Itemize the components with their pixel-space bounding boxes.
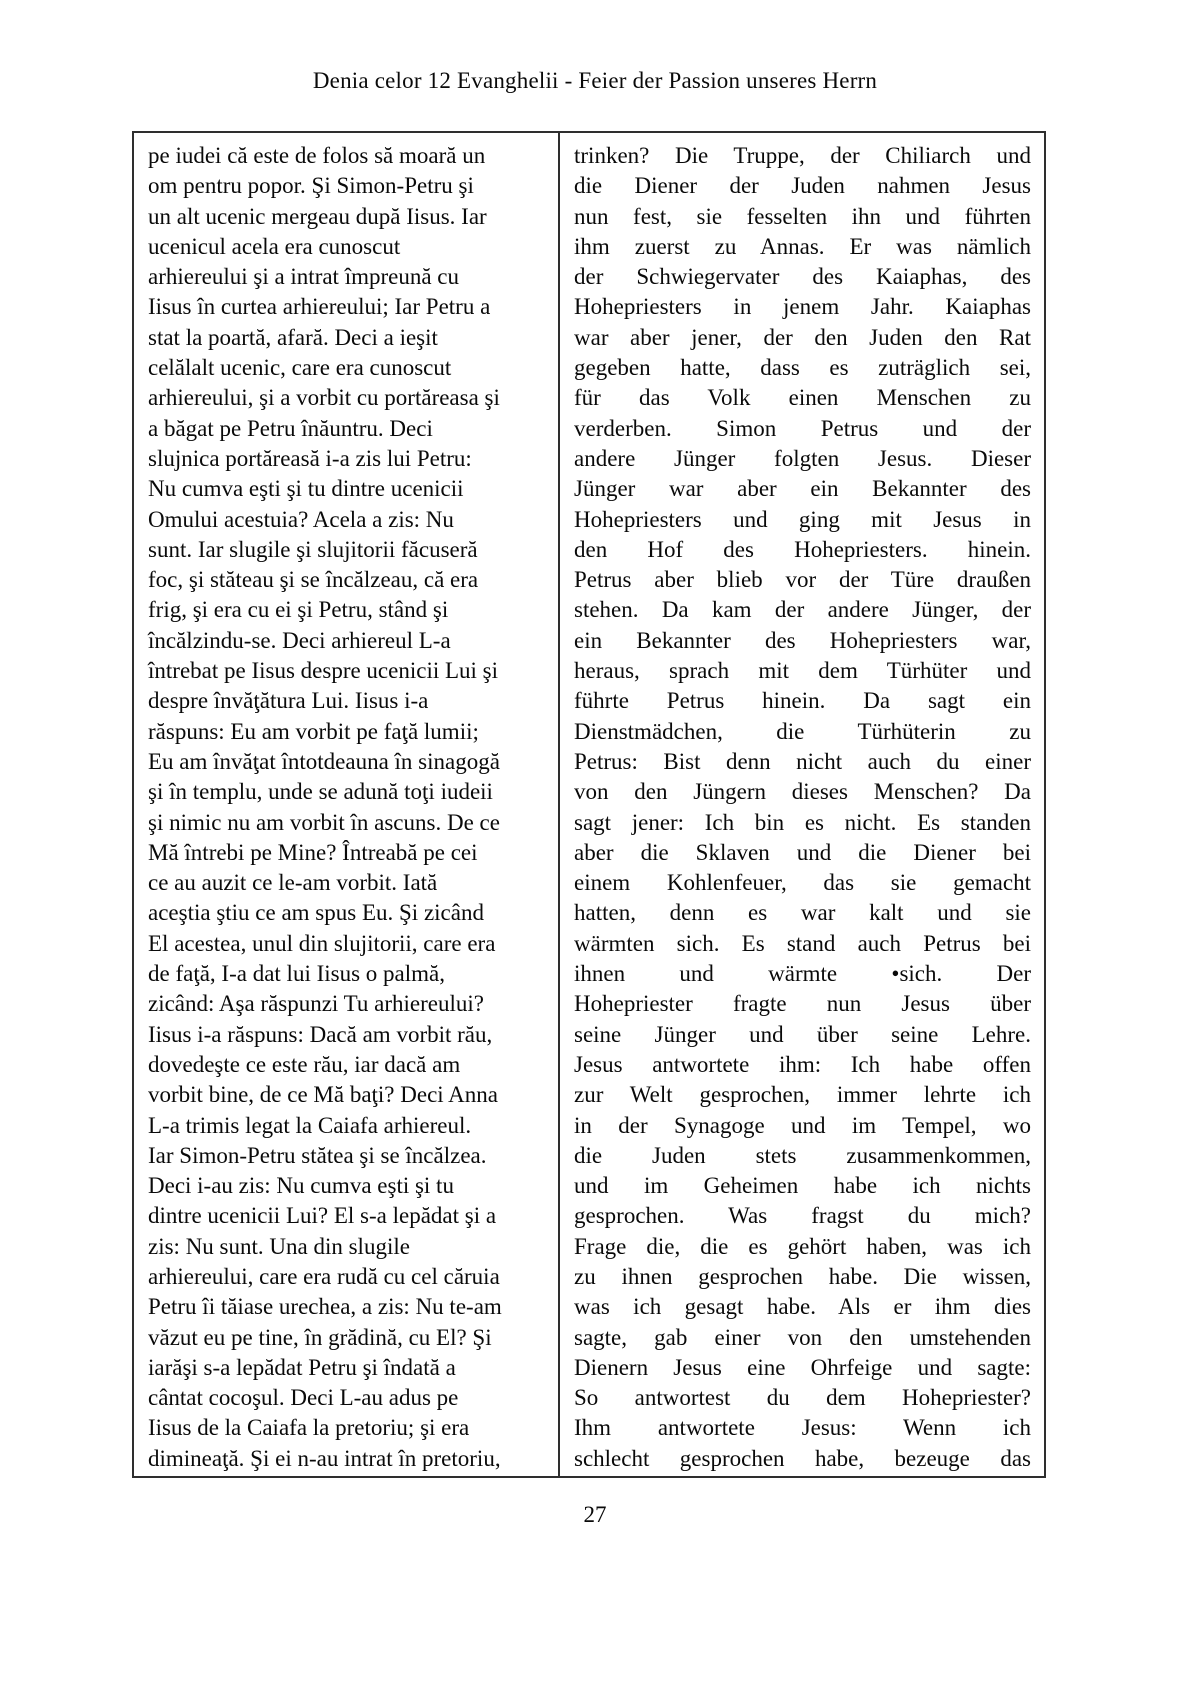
- text-line: Dienstmädchen, die Türhüterin zu: [574, 718, 1031, 744]
- text-line: Petrus aber blieb vor der Türe draußen: [574, 567, 1031, 593]
- text-line: văzut eu pe tine, în grădină, cu El? Şi: [148, 1324, 492, 1350]
- text-line: slujnica portăreasă i-a zis lui Petru:: [148, 445, 472, 471]
- text-line: Iisus de la Caiafa la pretoriu; şi era: [148, 1415, 470, 1441]
- text-line: Omului acestuia? Acela a zis: Nu: [148, 506, 454, 532]
- text-line: răspuns: Eu am vorbit pe faţă lumii;: [148, 718, 479, 744]
- text-line: was ich gesagt habe. Als er ihm dies: [574, 1294, 1031, 1320]
- text-line: foc, şi stăteau şi se încălzeau, că era: [148, 567, 479, 593]
- text-line: Ihm antwortete Jesus: Wenn ich: [574, 1415, 1031, 1441]
- text-line: verderben. Simon Petrus und der: [574, 415, 1031, 441]
- text-line: dintre ucenicii Lui? El s-a lepădat şi a: [148, 1203, 497, 1229]
- text-line: Eu am învăţat întotdeauna în sinagogă: [148, 748, 500, 774]
- text-line: dimineaţă. Şi ei n-au intrat în pretoriu,: [148, 1445, 501, 1471]
- text-line: şi în templu, unde se adună toţi iudeii: [148, 779, 493, 805]
- text-line: Jesus antwortete ihm: Ich habe offen: [574, 1051, 1031, 1077]
- text-line: cântat cocoşul. Deci L-au adus pe: [148, 1385, 459, 1411]
- text-line: întrebat pe Iisus despre ucenicii Lui şi: [148, 658, 499, 684]
- text-line: Petru îi tăiase urechea, a zis: Nu te-am: [148, 1294, 502, 1320]
- text-line: seine Jünger und über seine Lehre.: [574, 1021, 1031, 1047]
- text-line: andere Jünger folgten Jesus. Dieser: [574, 445, 1031, 471]
- text-line: Nu cumva eşti şi tu dintre ucenicii: [148, 476, 464, 502]
- text-line: aceştia ştiu ce am spus Eu. Şi zicând: [148, 900, 484, 926]
- text-line: hatten, denn es war kalt und sie: [574, 900, 1031, 926]
- text-line: zur Welt gesprochen, immer lehrte ich: [574, 1082, 1031, 1108]
- text-line: Jünger war aber ein Bekannter des: [574, 476, 1031, 502]
- text-line: Hohepriesters in jenem Jahr. Kaiaphas: [574, 294, 1031, 320]
- page-number: 27: [583, 1502, 607, 1527]
- text-line: de faţă, I-a dat lui Iisus o palmă,: [148, 961, 445, 987]
- text-line: zu ihnen gesprochen habe. Die wissen,: [574, 1263, 1031, 1289]
- text-line: den Hof des Hohepriesters. hinein.: [574, 536, 1031, 562]
- text-line: Dienern Jesus eine Ohrfeige und sagte:: [574, 1354, 1031, 1380]
- text-line: ucenicul acela era cunoscut: [148, 233, 401, 259]
- text-line: arhiereului, şi a vorbit cu portăreasa şi: [148, 385, 500, 411]
- text-line: sunt. Iar slugile şi slujitorii făcuseră: [148, 536, 478, 562]
- text-line: arhiereului şi a intrat împreună cu: [148, 264, 460, 290]
- text-line: führte Petrus hinein. Da sagt ein: [574, 688, 1031, 714]
- text-line: gegeben hatte, dass es zuträglich sei,: [574, 355, 1031, 381]
- text-line: in der Synagoge und im Tempel, wo: [574, 1112, 1031, 1138]
- text-line: der Schwiegervater des Kaiaphas, des: [574, 264, 1031, 290]
- two-column-text-table: [132, 131, 1046, 1478]
- text-line: ihnen und wärmte •sich. Der: [574, 961, 1031, 987]
- text-line: pe iudei că este de folos să moară un: [148, 143, 486, 168]
- text-line: Iar Simon-Petru stătea şi se încălzea.: [148, 1142, 487, 1168]
- text-line: von den Jüngern dieses Menschen? Da: [574, 779, 1031, 805]
- text-line: L-a trimis legat la Caiafa arhiereul.: [148, 1112, 472, 1138]
- text-line: Petrus: Bist denn nicht auch du einer: [574, 748, 1031, 774]
- text-line: iarăşi s-a lepădat Petru şi îndată a: [148, 1354, 456, 1380]
- text-line: despre învăţătura Lui. Iisus i-a: [148, 688, 429, 714]
- text-line: aber die Sklaven und die Diener bei: [574, 839, 1031, 865]
- text-line: sagt jener: Ich bin es nicht. Es standen: [574, 809, 1031, 835]
- text-line: stat la poartă, afară. Deci a ieşit: [148, 324, 438, 350]
- text-line: dovedeşte ce este rău, iar dacă am: [148, 1051, 461, 1077]
- text-line: Mă întrebi pe Mine? Întreabă pe cei: [148, 839, 478, 865]
- text-line: trinken? Die Truppe, der Chiliarch und: [574, 143, 1031, 168]
- text-line: Iisus în curtea arhiereului; Iar Petru a: [148, 294, 491, 320]
- text-line: Frage die, die es gehört haben, was ich: [574, 1233, 1031, 1259]
- text-line: die Juden stets zusammenkommen,: [574, 1142, 1031, 1168]
- text-line: încălzindu-se. Deci arhiereul L-a: [148, 627, 451, 653]
- text-line: zicând: Aşa răspunzi Tu arhiereului?: [148, 991, 484, 1017]
- text-line: Hohepriesters und ging mit Jesus in: [574, 506, 1031, 532]
- text-line: und im Geheimen habe ich nichts: [574, 1173, 1031, 1199]
- text-line: ein Bekannter des Hohepriesters war,: [574, 627, 1031, 653]
- german-text-column: [558, 133, 1044, 1476]
- text-line: wärmten sich. Es stand auch Petrus bei: [574, 930, 1031, 956]
- text-line: vorbit bine, de ce Mă baţi? Deci Anna: [148, 1082, 498, 1108]
- text-line: ce au auzit ce le-am vorbit. Iată: [148, 870, 438, 896]
- romanian-text-column: [134, 133, 558, 1476]
- text-line: om pentru popor. Şi Simon-Petru şi: [148, 173, 474, 199]
- text-line: Hohepriester fragte nun Jesus über: [574, 991, 1031, 1017]
- text-line: für das Volk einen Menschen zu: [574, 385, 1031, 411]
- text-line: nun fest, sie fesselten ihn und führten: [574, 203, 1031, 229]
- text-line: ihm zuerst zu Annas. Er was nämlich: [574, 233, 1031, 259]
- text-line: Iisus i-a răspuns: Dacă am vorbit rău,: [148, 1021, 493, 1047]
- text-line: die Diener der Juden nahmen Jesus: [574, 173, 1031, 199]
- text-line: war aber jener, der den Juden den Rat: [574, 324, 1031, 350]
- text-line: stehen. Da kam der andere Jünger, der: [574, 597, 1031, 623]
- text-line: arhiereului, care era rudă cu cel căruia: [148, 1263, 500, 1289]
- text-line: a băgat pe Petru înăuntru. Deci: [148, 415, 433, 441]
- text-line: sagte, gab einer von den umstehenden: [574, 1324, 1031, 1350]
- text-line: heraus, sprach mit dem Türhüter und: [574, 658, 1031, 684]
- page-title: Denia celor 12 Evanghelii - Feier der Passion unseres Herrn: [312, 68, 878, 93]
- text-line: şi nimic nu am vorbit în ascuns. De ce: [148, 809, 500, 835]
- text-line: einem Kohlenfeuer, das sie gemacht: [574, 870, 1031, 896]
- text-line: So antwortest du dem Hohepriester?: [574, 1385, 1031, 1411]
- text-line: un alt ucenic mergeau după Iisus. Iar: [148, 203, 487, 229]
- text-line: frig, şi era cu ei şi Petru, stând şi: [148, 597, 449, 623]
- text-line: zis: Nu sunt. Una din slugile: [148, 1233, 410, 1259]
- text-line: schlecht gesprochen habe, bezeuge das: [574, 1445, 1031, 1471]
- text-line: celălalt ucenic, care era cunoscut: [148, 355, 452, 381]
- text-line: gesprochen. Was fragst du mich?: [574, 1203, 1031, 1229]
- text-line: El acestea, unul din slujitorii, care era: [148, 930, 496, 956]
- text-line: Deci i-au zis: Nu cumva eşti şi tu: [148, 1173, 454, 1199]
